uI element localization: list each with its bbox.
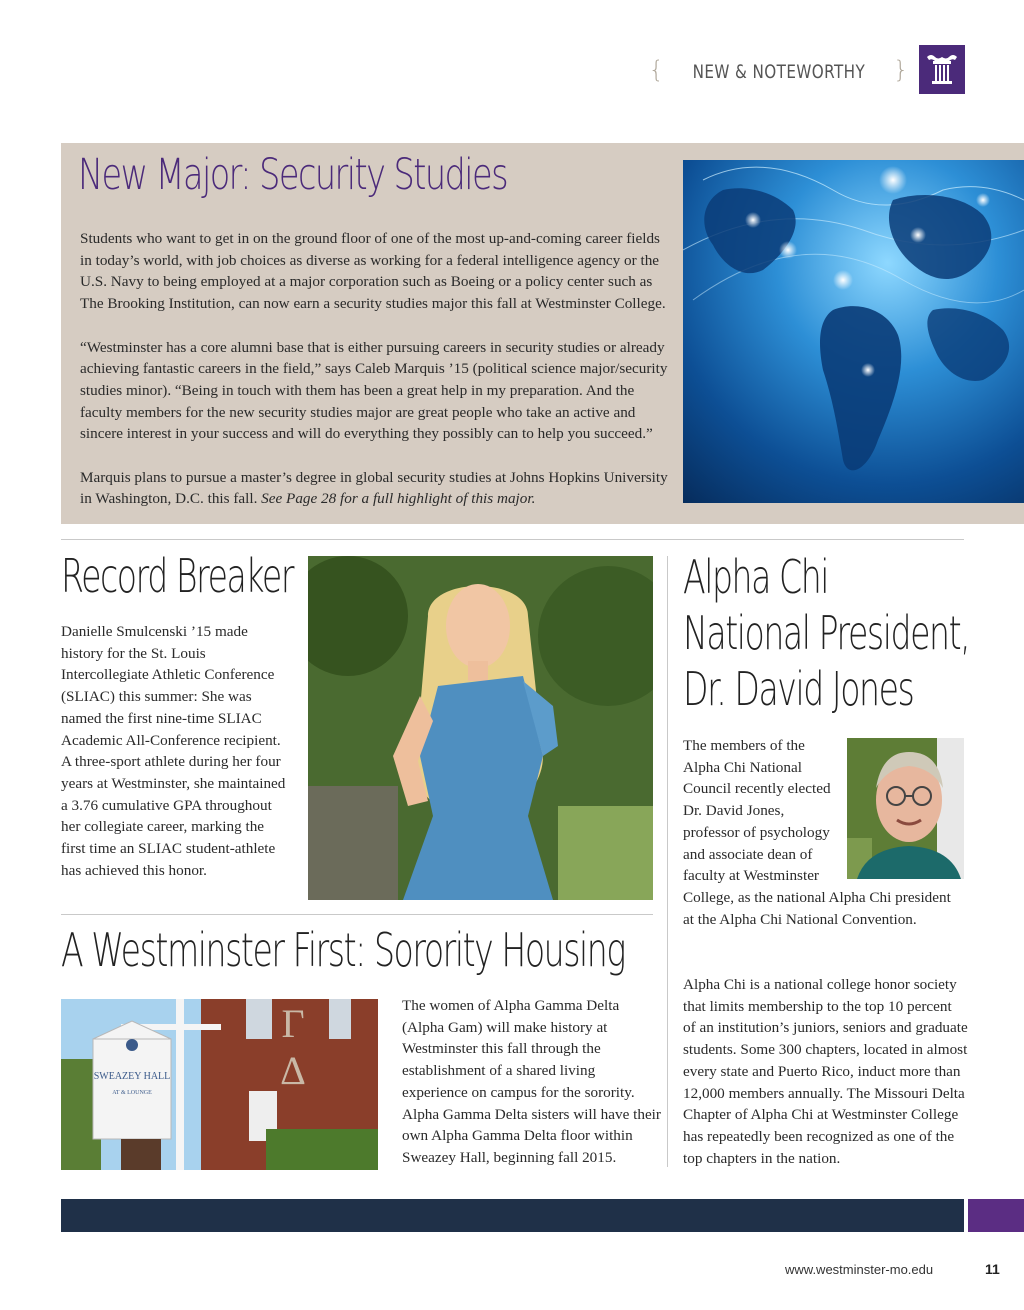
page-number: 11 bbox=[985, 1261, 1000, 1277]
alpha-chi-body-1-text: The members of the Alpha Chi National Council recently elected Dr. David Jones, professor of psychology and associate dean of faculty at Westminster bbox=[683, 737, 831, 885]
greek-letter-delta: Δ bbox=[280, 1048, 306, 1093]
page-reference-note: See Page 28 for a full highlight of this major. bbox=[261, 490, 536, 508]
paragraph: “Westminster has a core alumni base that is either pursuing careers in security studies or already achieving fantastic careers in the field,” says Caleb Marquis ’15 (political science major/security studies minor). “Being in touch with them has been a great help in my preparation. And the faculty members for the new security studies major are great people who take an active and sincere interest in your success and will do everything they possibly can to help you succeed.” bbox=[80, 338, 668, 443]
world-map-image bbox=[683, 160, 1024, 503]
footer-bar bbox=[61, 1199, 964, 1232]
footer-accent bbox=[968, 1199, 1024, 1232]
logo-underline bbox=[919, 91, 965, 94]
athlete-photo bbox=[308, 556, 653, 900]
title-line: National President, bbox=[683, 606, 970, 660]
brace-open: { bbox=[648, 56, 665, 84]
alpha-chi-body-1 bbox=[683, 735, 963, 930]
record-breaker-body: Danielle Smulcenski ’15 made history for the St. Louis Intercollegiate Athletic Conference (SLIAC) this summer: She was named the first nine-time SLIAC Academic All-Conference recipient. A three-sport athlete during her four years at Westminster, she maintained a 3.76 cumulative GPA throughout her collegiate career, marking the first time an SLIAC student-athlete has achieved this honor. bbox=[61, 623, 286, 879]
sign-subtext: AT & LOUNGE bbox=[112, 1090, 152, 1096]
column-icon bbox=[919, 45, 965, 91]
security-studies-title: New Major: Security Studies bbox=[78, 150, 507, 200]
paragraph-text: Marquis plans to pursue a master’s degree in global security studies at Johns Hopkins University in Washington, D.C. this fall. bbox=[80, 468, 668, 508]
alpha-chi-body-1-continued: College, as the national Alpha Chi president at the Alpha Chi National Convention. bbox=[683, 888, 951, 928]
section-header bbox=[649, 56, 909, 84]
security-studies-body bbox=[80, 228, 670, 532]
divider bbox=[61, 914, 653, 915]
sign-text: SWEAZEY HALL bbox=[93, 1071, 171, 1082]
website-url: www.westminster-mo.edu bbox=[785, 1262, 934, 1277]
paragraph: Students who want to get in on the ground floor of one of the most up-and-coming career fields in today’s world, with job choices as diverse as working for a federal intelligence agency or the U.S. Navy to being employed at a major corporation such as Boeing or a policy center such as The Brooking Institution, can now earn a security studies major this fall at Westminster College. bbox=[80, 230, 666, 313]
alpha-chi-body-2: Alpha Chi is a national college honor society that limits membership to the top 10 percent of an institution’s juniors, seniors and graduate students. Some 300 chapters, located in almost every state and Puerto Rico, induct more than 12,000 members annually. The Missouri Delta Chapter of Alpha Chi at Westminster College has repeatedly been recognized as one of the top chapters in the nation. bbox=[683, 976, 968, 1167]
alpha-chi-title bbox=[683, 549, 969, 717]
sweazey-hall-photo bbox=[61, 999, 378, 1170]
record-breaker-title: Record Breaker bbox=[61, 549, 294, 603]
title-line: Dr. David Jones bbox=[683, 662, 914, 716]
brace-close: } bbox=[893, 56, 909, 84]
greek-letter-gamma: Γ bbox=[281, 1001, 305, 1046]
section-label: NEW & NOTEWORTHY bbox=[692, 61, 866, 83]
title-line: Alpha Chi bbox=[683, 550, 829, 604]
sorority-housing-title: A Westminster First: Sorority Housing bbox=[61, 923, 625, 977]
column-divider bbox=[667, 556, 668, 1167]
paragraph bbox=[80, 467, 670, 510]
sorority-housing-body: The women of Alpha Gamma Delta (Alpha Gam) will make history at Westminster this fall through the establishment of a shared living experience on campus for the sorority. Alpha Gamma Delta sisters will have their own Alpha Gamma Delta floor within Sweazey Hall, beginning fall 2015. bbox=[402, 997, 661, 1166]
divider bbox=[61, 539, 964, 540]
